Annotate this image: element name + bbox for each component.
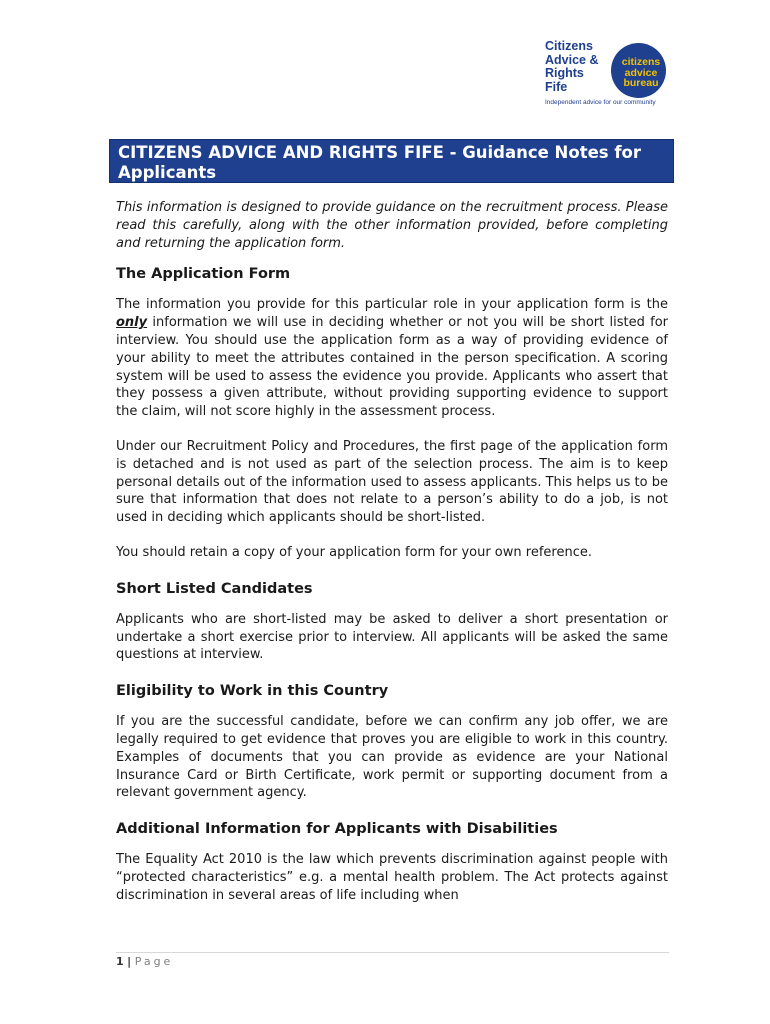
p1-emphasis-only: only bbox=[116, 315, 148, 331]
cab-circle-icon bbox=[611, 43, 666, 98]
application-form-paragraph-3: You should retain a copy of your application form for your own reference. bbox=[116, 544, 592, 560]
document-title: CITIZENS ADVICE AND RIGHTS FIFE - Guidance Notes for Applicants bbox=[118, 143, 641, 182]
short-listed-paragraph: Applicants who are short-listed may be asked to deliver a short presentation or undertake a short exercise prior to interview. All applicants will be asked the same questions at interview. bbox=[116, 611, 668, 663]
page-footer bbox=[116, 955, 173, 968]
logo-line-2: Advice & bbox=[545, 52, 599, 67]
footer-separator: | bbox=[127, 955, 132, 968]
logo-wordmark bbox=[545, 40, 615, 94]
eligibility-paragraph: If you are the successful candidate, before we can confirm any job offer, we are legally required to get evidence that proves you are eligible to work in this country. Examples of documents that you can provide as evidence are your National Insurance Card or Birth Certificate, work permit or supporting document from a relevant government agency. bbox=[116, 714, 668, 801]
logo-line-1: Citizens bbox=[545, 39, 593, 53]
p1-text-before: The information you provide for this particular role in your application form is the bbox=[116, 297, 668, 313]
heading-short-listed: Short Listed Candidates bbox=[116, 580, 313, 597]
document-title-banner bbox=[109, 139, 674, 183]
logo-line-4: Fife bbox=[545, 79, 568, 94]
p1-text-after: information we will use in deciding whether or not you will be short listed for interview. You should use the application form as a way of providing evidence of your ability to meet the attributes contained in the person specification. A scoring system will be used to assess the evidence you provide. Applicants who assert that they possess a given attribute, without providing supporting evidence to support the claim, will not score highly in the assessment process. bbox=[116, 315, 668, 420]
heading-application-form: The Application Form bbox=[116, 266, 291, 283]
cab-line-3: bureau bbox=[623, 77, 659, 89]
application-form-paragraph-1 bbox=[116, 296, 668, 421]
document-body bbox=[116, 199, 668, 922]
cab-line-1: citizens bbox=[621, 56, 661, 68]
cab-line-2: advice bbox=[624, 66, 658, 79]
citizens-advice-logo bbox=[545, 40, 670, 110]
heading-eligibility: Eligibility to Work in this Country bbox=[116, 683, 389, 700]
page-label: Page bbox=[134, 955, 174, 968]
heading-disabilities: Additional Information for Applicants with Disabilities bbox=[116, 821, 558, 838]
disabilities-paragraph: The Equality Act 2010 is the law which prevents discrimination against people with “protected characteristics” e.g. a mental health problem. The Act protects against discrimination in several areas of life including when bbox=[116, 852, 668, 903]
logo-line-3: Rights bbox=[545, 66, 584, 80]
intro-paragraph: This information is designed to provide guidance on the recruitment process. Please read this carefully, along with the other information provided, before completing and returning the application form. bbox=[116, 200, 668, 251]
logo-tagline: Independent advice for our community bbox=[545, 99, 656, 106]
footer-divider bbox=[116, 952, 669, 953]
application-form-paragraph-2: Under our Recruitment Policy and Procedures, the first page of the application form is detached and is not used as part of the selection process. The aim is to keep personal details out of the information used to assess applicants. This helps us to be sure that information that does not relate to a person’s ability to do a job, is not used in deciding which applicants should be short-listed. bbox=[116, 438, 668, 526]
cab-circle-text bbox=[617, 57, 665, 89]
page-number: 1 bbox=[116, 955, 124, 968]
